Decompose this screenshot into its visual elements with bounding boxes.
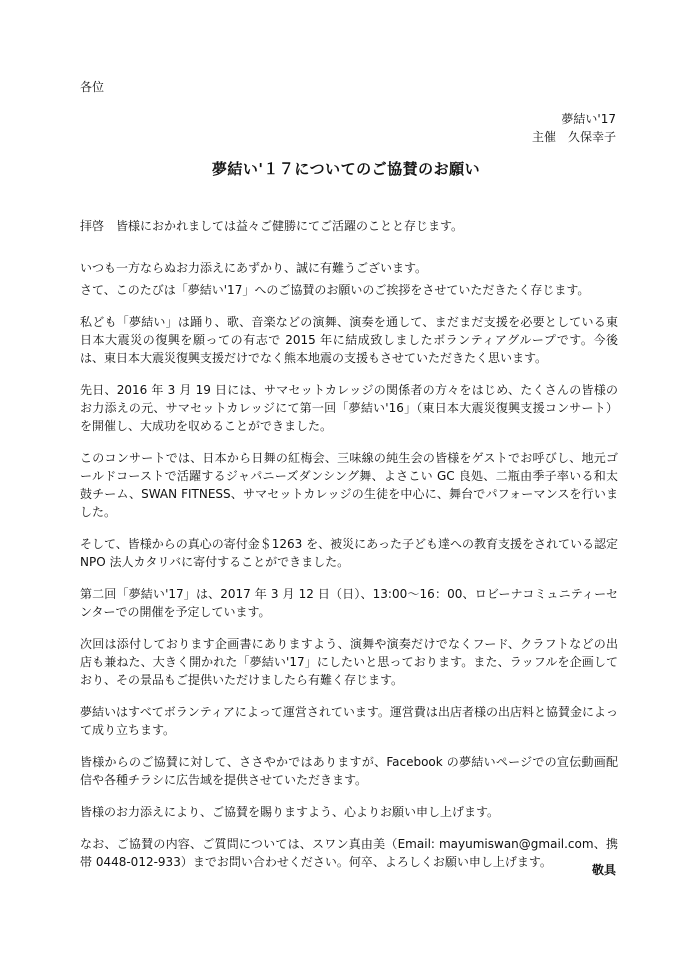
paragraph-sponsor-benefits: 皆様からのご協賛に対して、ささやかではありますが、Facebook の夢結いページでの宣伝動画配信や各種チラシに広告域を提供させていただきます。 bbox=[80, 755, 618, 787]
paragraph-plans: 次回は添付しております企画書にありますよう、演舞や演奏だけでなくフード、クラフトなどの出店も兼ねた、大きく開かれた「夢結い'17」にしたいと思っております。また、ラッフルを企画しており、その景品もご提供いただけましたら有難く存じます。 bbox=[80, 637, 618, 687]
paragraph-intro: さて、このたびは「夢結い'17」へのご協賛のお願いのご挨拶をさせていただきたく存じます。 bbox=[80, 283, 590, 297]
paragraph-greeting: 拝啓 皆様におかれましては益々ご健勝にてご活躍のことと存じます。 bbox=[80, 219, 464, 233]
paragraph-about-group: 私ども「夢結い」は踊り、歌、音楽などの演舞、演奏を通して、まだまだ支援を必要としている東日本大震災の復興を願っての有志で 2015 年に結成致しましたボランティアグループです。今後は、東日本大震災復興支援だけでなく熊本地震の支援もさせていただきたく思います。 bbox=[80, 315, 618, 365]
paragraph-operations: 夢結いはすべてボランティアによって運営されています。運営費は出店者様の出店料と協賛金によって成り立ちます。 bbox=[80, 705, 618, 737]
addressee: 各位 bbox=[80, 80, 105, 94]
sender-block bbox=[532, 110, 616, 146]
sender-name: 主催 久保幸子 bbox=[531, 130, 616, 144]
paragraph-contact: なお、ご協賛の内容、ご質問については、スワン真由美（Email: mayumiswan@gmail.com、携帯 0448-012-933）までお問い合わせください。何卒、よろしくお願い申し上げます。 bbox=[80, 837, 618, 869]
letter-title: 夢結い'１７についてのご協賛のお願い bbox=[211, 160, 481, 178]
paragraph-thanks: いつも一方ならぬお力添えにあずかり、誠に有難うございます。 bbox=[80, 261, 428, 275]
paragraph-request: 皆様のお力添えにより、ご協賛を賜りますよう、心よりお願い申し上げます。 bbox=[80, 805, 500, 819]
paragraph-performers: このコンサートでは、日本から日舞の紅梅会、三味線の純生会の皆様をゲストでお呼びし、地元ゴールドコーストで活躍するジャパニーズダンシング舞、よさこい GC 良処、二瓶由季子率いる和太鼓チーム、SWAN FITNESS、サマセットカレッジの生徒を中心に、舞台でパフォーマンスを行いました。 bbox=[80, 451, 618, 519]
paragraph-second-concert: 第二回「夢結い'17」は、2017 年 3 月 12 日（日）、13:00～16：00、ロビーナコミュニティーセンターでの開催を予定しています。 bbox=[80, 587, 618, 619]
sender-org: 夢結い'17 bbox=[561, 112, 616, 126]
closing: 敬具 bbox=[591, 863, 616, 877]
paragraph-donation: そして、皆様からの真心の寄付金＄1263 を、被災にあった子ども達への教育支援をされている認定 NPO 法人カタリバに寄付することができました。 bbox=[80, 537, 618, 569]
letter-body bbox=[80, 217, 618, 871]
paragraph-first-concert: 先日、2016 年 3 月 19 日には、サマセットカレッジの関係者の方々をはじめ、たくさんの皆様のお力添えの元、サマセットカレッジにて第一回「夢結い'16」（東日本大震災復興支援コンサート）を開催し、大成功を収めることができました。 bbox=[80, 383, 618, 433]
